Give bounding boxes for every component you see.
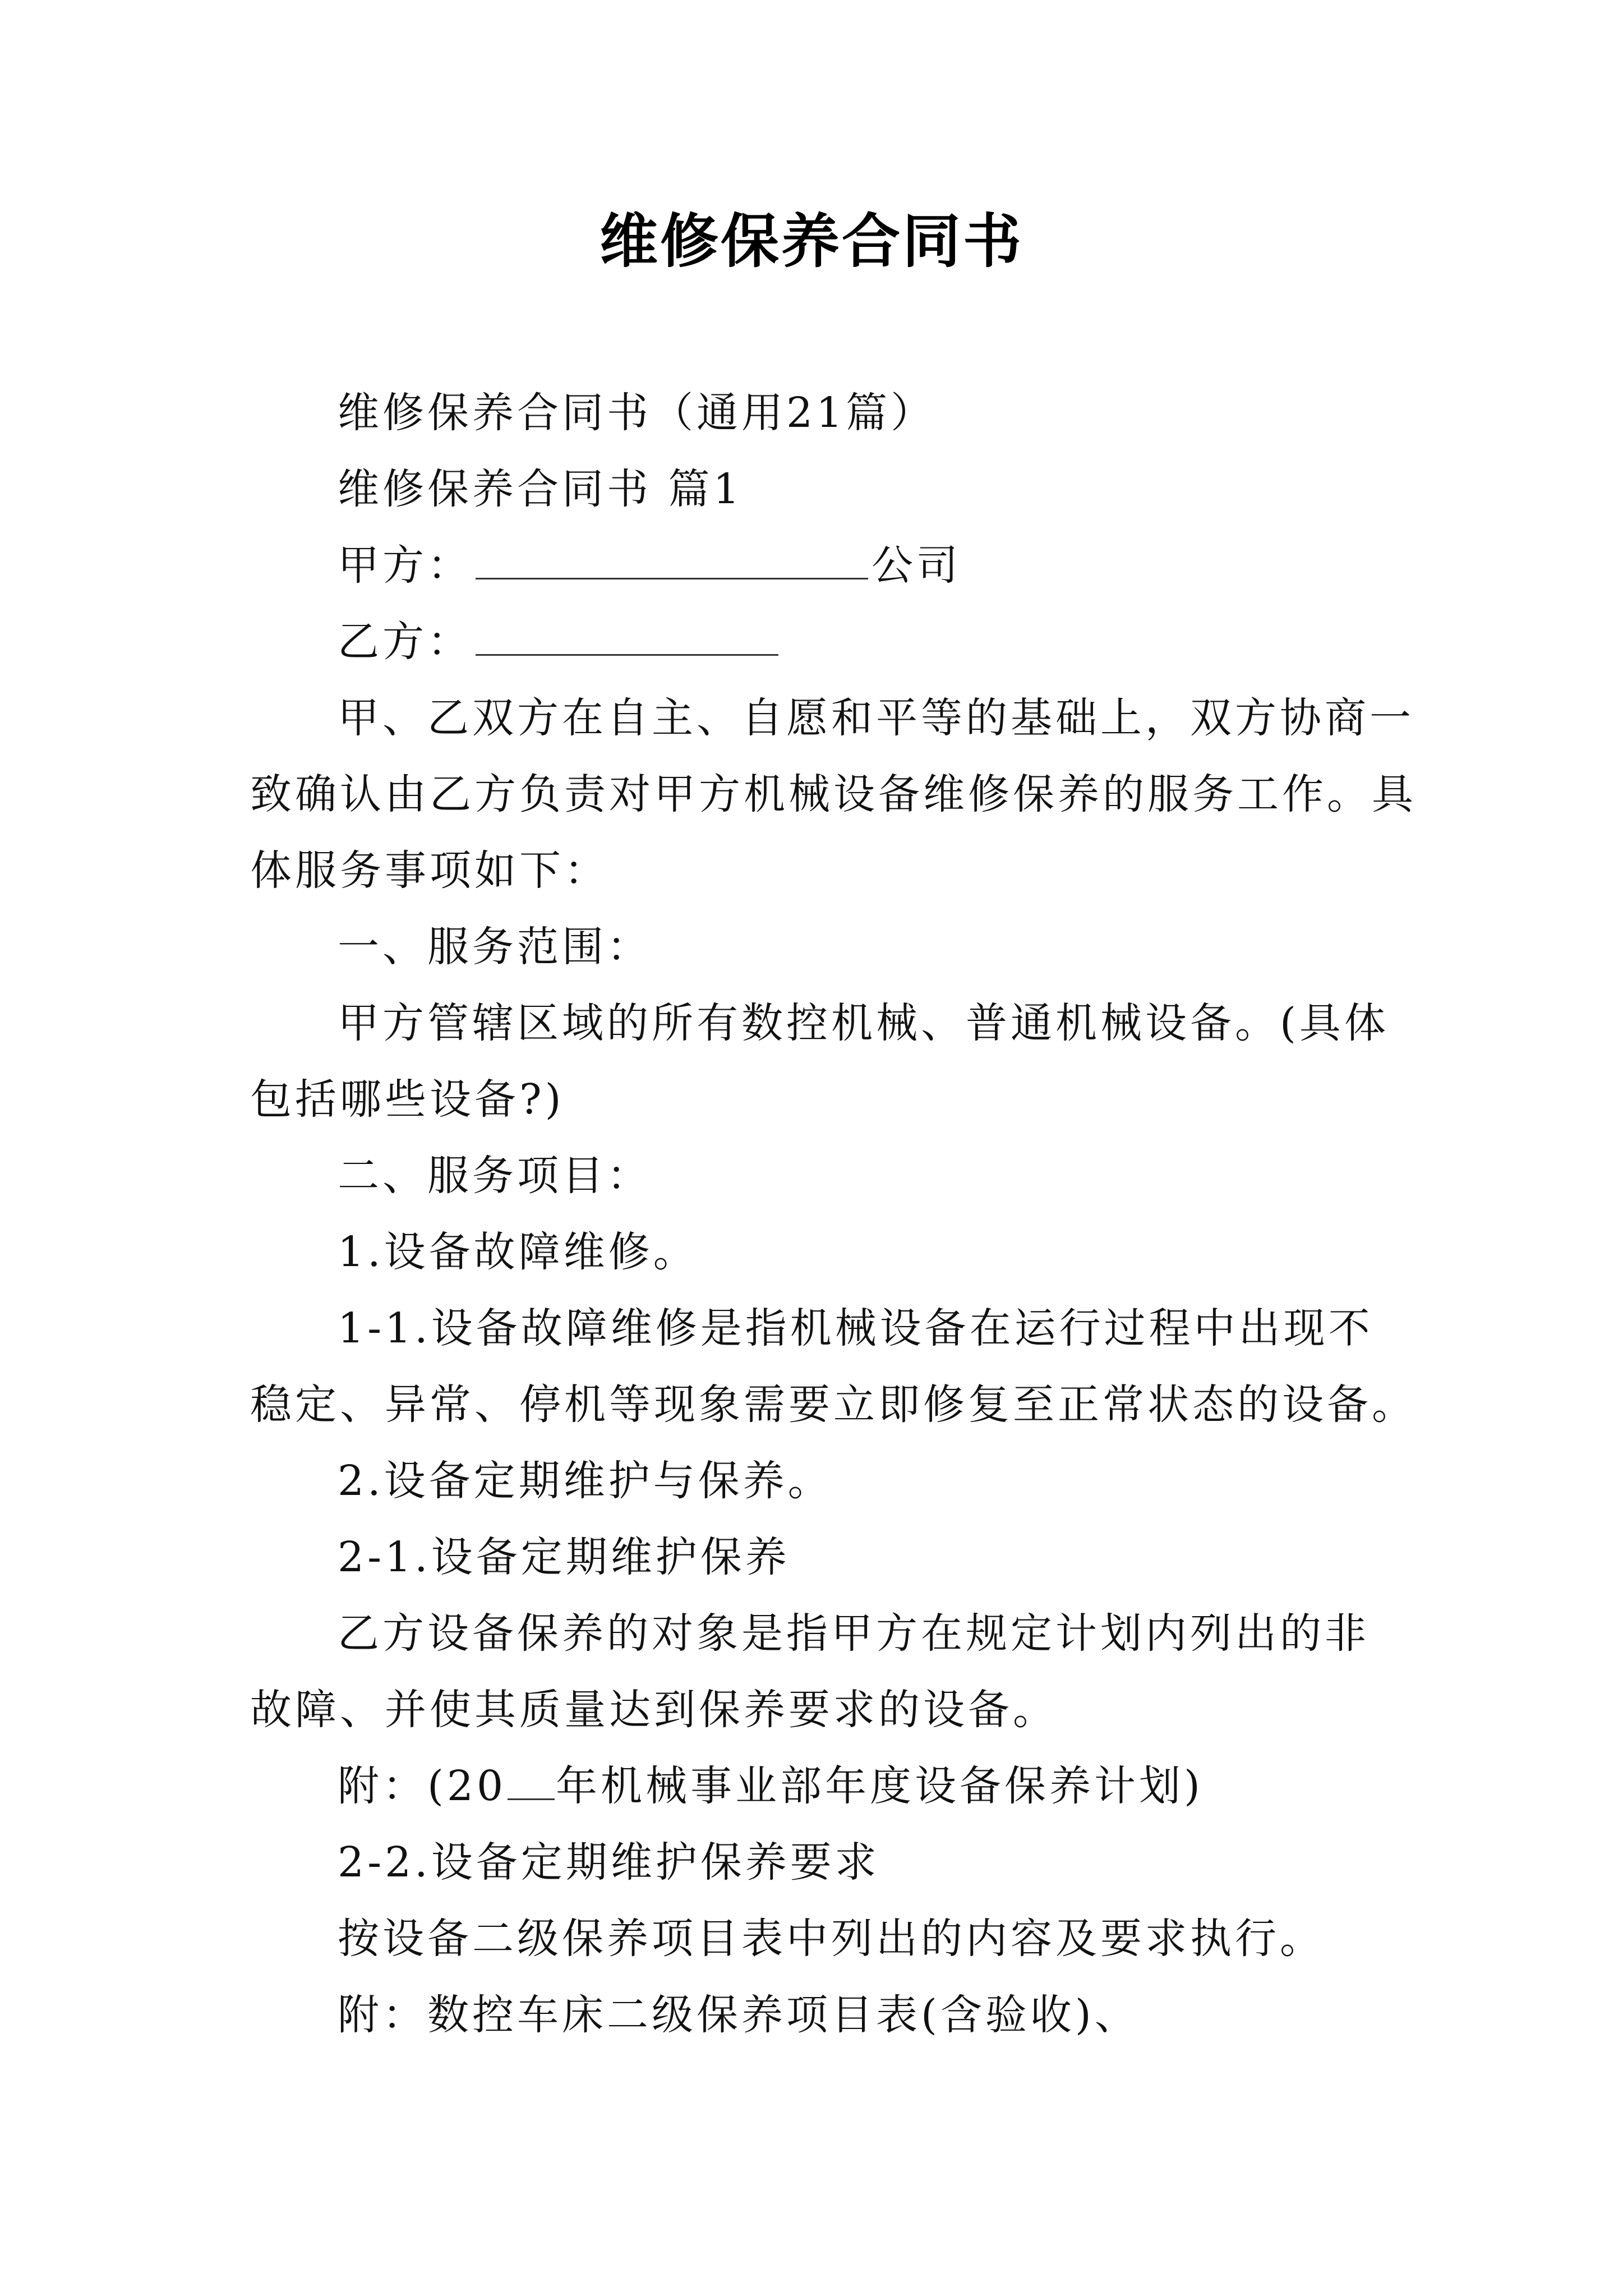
- subtitle: 维修保养合同书（通用21篇）: [338, 389, 936, 437]
- party-b-line: [250, 604, 1394, 680]
- item-2-1: 2-1.设备定期维护保养: [338, 1533, 790, 1581]
- document-title: 维修保养合同书: [599, 207, 1023, 275]
- item-1-1-line-2: 稳定、异常、停机等现象需要立即修复至正常状态的设备。: [250, 1381, 1417, 1429]
- attachment-1: [250, 1748, 1394, 1824]
- party-a-suffix: 公司: [872, 541, 961, 590]
- item-2-1-text-line-2: 故障、并使其质量达到保养要求的设备。: [250, 1686, 1058, 1734]
- item-1: 1.设备故障维修。: [338, 1228, 698, 1276]
- party-a-blank: [476, 539, 868, 579]
- party-b-label: 乙方：: [338, 618, 472, 666]
- document-body: [250, 375, 1417, 2053]
- party-a-label: 甲方：: [338, 541, 472, 590]
- section-heading: 维修保养合同书 篇1: [338, 465, 743, 513]
- scope-text-line-1: 甲方管辖区域的所有数控机械、普通机械设备。(具体: [338, 999, 1389, 1047]
- scope-heading: 一、服务范围：: [338, 923, 652, 971]
- item-2: 2.设备定期维护与保养。: [338, 1457, 833, 1505]
- scope-text-line-2: 包括哪些设备?): [250, 1075, 565, 1124]
- party-b-blank: [476, 615, 778, 656]
- intro-line-1: 甲、乙双方在自主、自愿和平等的基础上，双方协商一: [338, 694, 1414, 742]
- attachment-1-suffix: 年机械事业部年度设备保养计划): [556, 1762, 1204, 1810]
- item-1-1-line-1: 1-1.设备故障维修是指机械设备在运行过程中出现不: [338, 1304, 1373, 1352]
- attachment-1-prefix: 附：(20: [338, 1762, 507, 1810]
- year-blank: [508, 1759, 555, 1800]
- intro-line-3: 体服务事项如下：: [250, 846, 609, 895]
- item-2-1-text-line-1: 乙方设备保养的对象是指甲方在规定计划内列出的非: [338, 1609, 1370, 1658]
- attachment-2: 附：数控车床二级保养项目表(含验收)、: [338, 1991, 1140, 2039]
- intro-line-2: 致确认由乙方负责对甲方机械设备维修保养的服务工作。具: [250, 770, 1417, 818]
- items-heading: 二、服务项目：: [338, 1152, 652, 1200]
- party-a-line: [250, 527, 1394, 604]
- item-2-2-text: 按设备二级保养项目表中列出的内容及要求执行。: [338, 1915, 1325, 1963]
- item-2-2: 2-2.设备定期维护保养要求: [338, 1838, 880, 1887]
